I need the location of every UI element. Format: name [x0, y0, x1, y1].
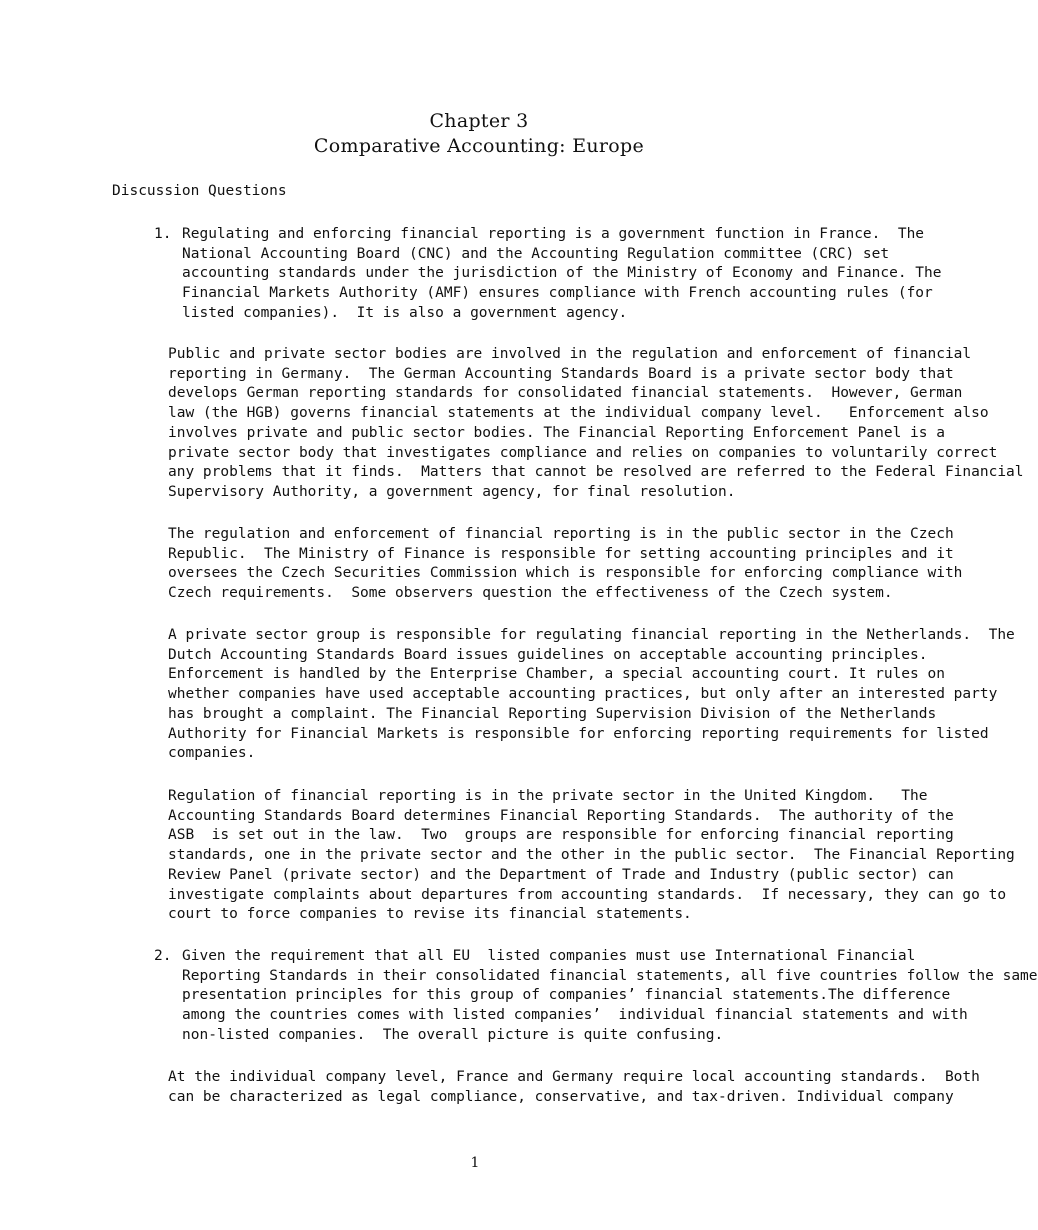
list-number: 1.: [154, 226, 172, 242]
numbered-paragraph-2: [154, 947, 1038, 1046]
paragraph-line: companies.: [168, 745, 256, 762]
paragraph-line: private sector body that investigates compliance and relies on companies to voluntarily correct: [168, 444, 998, 461]
paragraph-line: Enforcement is handled by the Enterprise Chamber, a special accounting court. It rules on: [168, 666, 945, 683]
numbered-paragraph-1: [154, 225, 942, 324]
paragraph-line: Given the requirement that all EU listed companies must use International Financial: [182, 948, 916, 964]
paragraph-netherlands: [168, 626, 1015, 764]
paragraph-line: non-listed companies. The overall picture is quite confusing.: [182, 1026, 724, 1043]
paragraph-line: Dutch Accounting Standards Board issues guidelines on acceptable accounting principles.: [168, 646, 928, 663]
paragraph-line: listed companies). It is also a government agency.: [182, 304, 628, 321]
paragraph-czech-republic: [168, 525, 962, 604]
paragraph-line: any problems that it finds. Matters that cannot be resolved are referred to the Federal Financial: [168, 464, 1024, 481]
paragraph-line: Public and private sector bodies are involved in the regulation and enforcement of financial: [168, 346, 972, 362]
paragraph-line: Czech requirements. Some observers question the effectiveness of the Czech system.: [168, 585, 893, 602]
paragraph-line: Regulating and enforcing financial reporting is a government function in France. The: [182, 226, 925, 242]
paragraph-line: National Accounting Board (CNC) and the Accounting Regulation committee (CRC) set: [182, 245, 890, 262]
paragraph-line: Authority for Financial Markets is responsible for enforcing reporting requirements for listed: [168, 725, 989, 742]
section-heading: Discussion Questions: [112, 183, 287, 199]
page-number: 1: [470, 1155, 480, 1171]
chapter-label: Chapter 3: [429, 110, 529, 132]
paragraph-line: Republic. The Ministry of Finance is responsible for setting accounting principles and it: [168, 545, 954, 562]
paragraph-line: can be characterized as legal compliance, conservative, and tax-driven. Individual company: [168, 1088, 954, 1105]
paragraph-line: has brought a complaint. The Financial Reporting Supervision Division of the Netherlands: [168, 705, 937, 722]
paragraph-line: presentation principles for this group of companies’ financial statements.The difference: [182, 987, 951, 1004]
paragraph-line: Review Panel (private sector) and the Department of Trade and Industry (public sector) can: [168, 866, 954, 883]
paragraph-germany: [168, 345, 1024, 503]
paragraph-line: among the countries comes with listed companies’ individual financial statements and with: [182, 1007, 968, 1024]
paragraph-individual-company-level: [168, 1068, 980, 1107]
paragraph-line: law (the HGB) governs financial statements at the individual company level. Enforcement also: [168, 405, 989, 422]
paragraph-line: Regulation of financial reporting is in the private sector in the United Kingdom. The: [168, 788, 928, 804]
paragraph-line: Reporting Standards in their consolidated financial statements, all five countries follow the same: [182, 967, 1038, 984]
paragraph-line: oversees the Czech Securities Commission which is responsible for enforcing compliance with: [168, 565, 963, 582]
paragraph-line: At the individual company level, France and Germany require local accounting standards. Both: [168, 1069, 980, 1085]
paragraph-line: reporting in Germany. The German Accounting Standards Board is a private sector body that: [168, 365, 954, 382]
paragraph-line: involves private and public sector bodies. The Financial Reporting Enforcement Panel is a: [168, 424, 945, 441]
paragraph-line: ASB is set out in the law. Two groups are responsible for enforcing financial reporting: [168, 827, 954, 844]
paragraph-line: Financial Markets Authority (AMF) ensures compliance with French accounting rules (for: [182, 285, 933, 302]
paragraph-line: Supervisory Authority, a government agency, for final resolution.: [168, 483, 736, 500]
paragraph-line: A private sector group is responsible for regulating financial reporting in the Netherlands. The: [168, 627, 1015, 643]
paragraph-line: develops German reporting standards for consolidated financial statements. However, German: [168, 385, 963, 402]
paragraph-line: investigate complaints about departures from accounting standards. If necessary, they can go to: [168, 886, 1007, 903]
paragraph-line: whether companies have used acceptable accounting practices, but only after an interested party: [168, 686, 998, 703]
chapter-title: Comparative Accounting: Europe: [313, 135, 645, 157]
list-number: 2.: [154, 948, 172, 964]
paragraph-line: standards, one in the private sector and the other in the public sector. The Financial Reporting: [168, 847, 1015, 864]
paragraph-line: Accounting Standards Board determines Financial Reporting Standards. The authority of the: [168, 807, 954, 824]
paragraph-line: The regulation and enforcement of financial reporting is in the public sector in the Czech: [168, 526, 954, 542]
paragraph-line: accounting standards under the jurisdiction of the Ministry of Economy and Finance. The: [182, 265, 942, 282]
paragraph-line: court to force companies to revise its financial statements.: [168, 906, 692, 923]
paragraph-united-kingdom: [168, 787, 1015, 925]
title-block: [0, 109, 958, 159]
